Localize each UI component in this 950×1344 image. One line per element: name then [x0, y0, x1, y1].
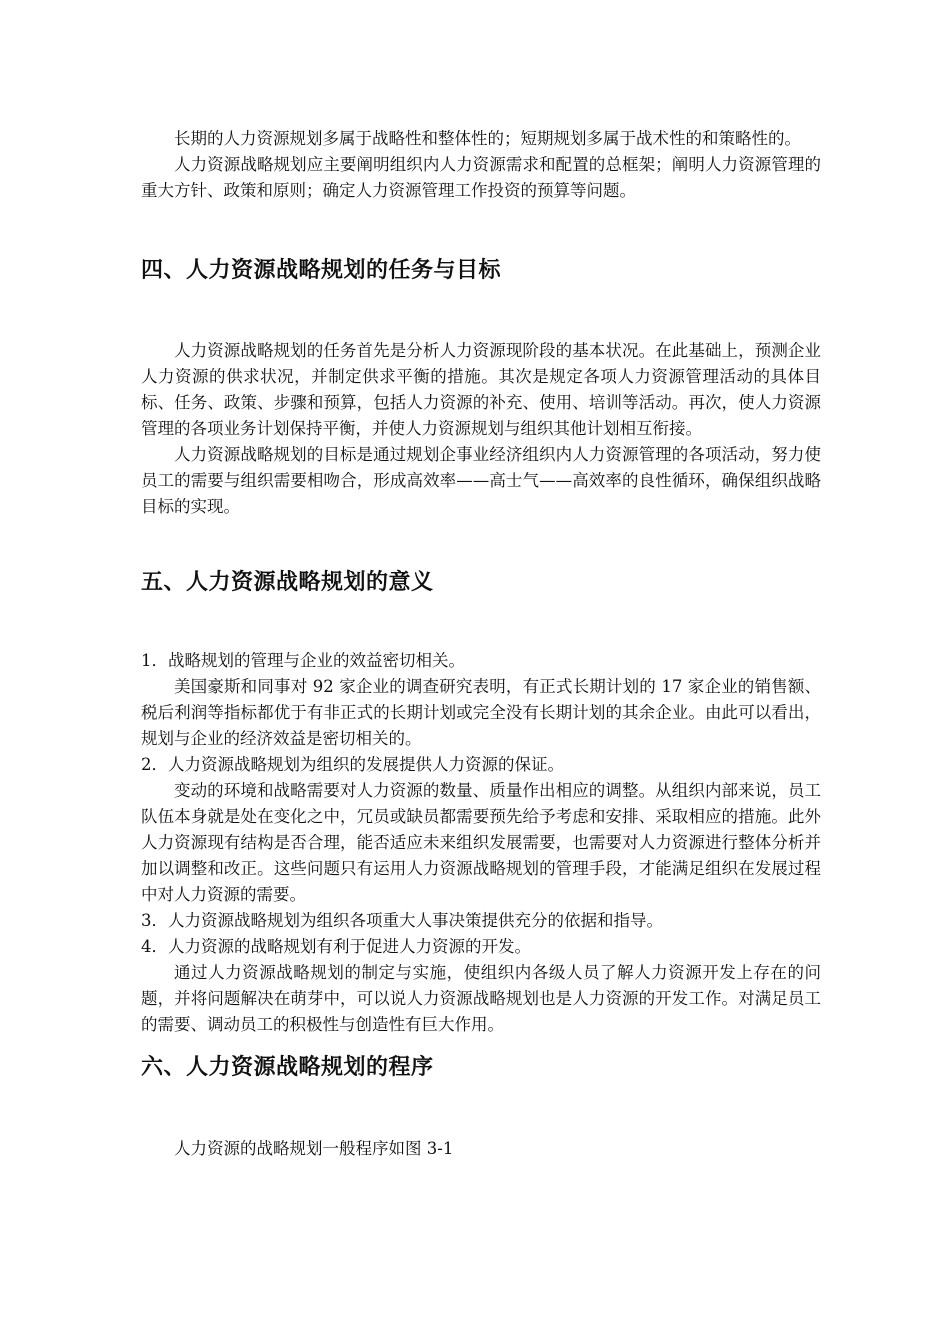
section-5-item-1: 1．战略规划的管理与企业的效益密切相关。: [141, 651, 465, 670]
section-5-heading: 五、人力资源战略规划的意义: [141, 570, 434, 595]
section-4-heading: 四、人力资源战略规划的任务与目标: [141, 258, 502, 283]
section-6-heading: 六、人力资源战略规划的程序: [141, 1055, 434, 1080]
section-4-heading-wrap: [141, 256, 821, 286]
section-5-paragraph-3: 通过人力资源战略规划的制定与实施，使组织内各级人员了解人力资源开发上存在的问题，并将问题解决在萌芽中，可以说人力资源战略规划也是人力资源的开发工作。对满足员工的需要、调动员工的积极性与创造性有巨大作用。: [141, 963, 821, 1034]
section-5-heading-wrap: [141, 568, 821, 598]
section-4-paragraph-1: 人力资源战略规划的任务首先是分析人力资源现阶段的基本状况。在此基础上，预测企业人力资源的供求状况，并制定供求平衡的措施。其次是规定各项人力资源管理活动的具体目标、任务、政策、步骤和预算，包括人力资源的补充、使用、培训等活动。再次，使人力资源管理的各项业务计划保持平衡，并使人力资源规划与组织其他计划相互衔接。: [141, 341, 821, 438]
section-5-body: [141, 648, 821, 1038]
intro-section: [141, 126, 821, 204]
section-6-paragraph-1: 人力资源的战略规划一般程序如图 3-1: [174, 1139, 454, 1158]
section-5-item-4: 4．人力资源的战略规划有利于促进人力资源的开发。: [141, 937, 531, 956]
section-5-paragraph-1: 美国豪斯和同事对 92 家企业的调查研究表明，有正式长期计划的 17 家企业的销售额、税后利润等指标都优于有非正式的长期计划或完全没有长期计划的其余企业。由此可以看出，规划与企业的经济效益是密切相关的。: [141, 677, 821, 748]
section-4-body: [141, 338, 821, 520]
section-5-item-3: 3．人力资源战略规划为组织各项重大人事决策提供充分的依据和指导。: [141, 911, 663, 930]
intro-paragraph-2: 人力资源战略规划应主要阐明组织内人力资源需求和配置的总框架；阐明人力资源管理的重大方针、政策和原则；确定人力资源管理工作投资的预算等问题。: [141, 155, 821, 200]
section-5-item-2: 2．人力资源战略规划为组织的发展提供人力资源的保证。: [141, 755, 564, 774]
section-6-body: [141, 1136, 821, 1162]
section-5-paragraph-2: 变动的环境和战略需要对人力资源的数量、质量作出相应的调整。从组织内部来说，员工队伍本身就是处在变化之中，冗员或缺员都需要预先给予考虑和安排、采取相应的措施。此外人力资源现有结构是否合理，能否适应未来组织发展需要，也需要对人力资源进行整体分析并加以调整和改正。这些问题只有运用人力资源战略规划的管理手段，才能满足组织在发展过程中对人力资源的需要。: [141, 781, 821, 904]
section-4-paragraph-2: 人力资源战略规划的目标是通过规划企事业经济组织内人力资源管理的各项活动，努力使员工的需要与组织需要相吻合，形成高效率——高士气——高效率的良性循环，确保组织战略目标的实现。: [141, 445, 821, 516]
intro-paragraph-1: 长期的人力资源规划多属于战略性和整体性的；短期规划多属于战术性的和策略性的。: [174, 129, 801, 148]
section-6-heading-wrap: [141, 1053, 821, 1083]
